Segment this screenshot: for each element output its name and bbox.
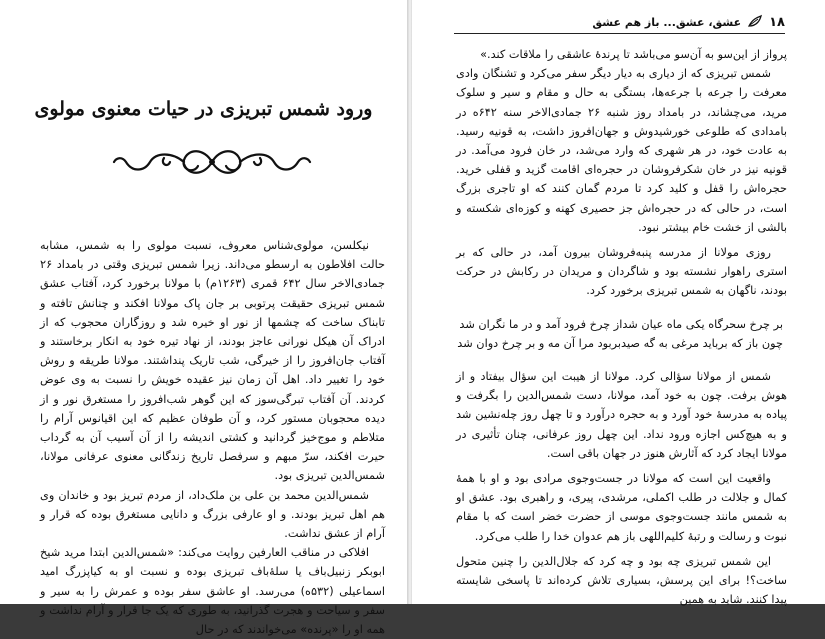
paragraph: این شمس تبریزی چه بود و چه کرد که جلال‌الدین را چنین متحول ساخت؟! برای این پرسش، بسیاری تلاش کرده‌اند تا پاسخی شایسته پیدا کنند. شاید به همین (456, 554, 787, 607)
left-page (0, 0, 408, 637)
leaf-ornament-icon (747, 14, 763, 30)
paragraph: شمس تبریزی که از دیاری به دیار دیگر سفر می‌کرد و تشنگان وادی معرفت را جرعه با جرعه‌ها، بستگی به حال و مقام و سیر و سلوک مرید، می‌چشاند، در بامداد روز شنبه ۲۶ جمادی‌الاخر سنه ۶۴۲ه در بامدادی که طلوعی خورشیدوش و جهان‌افروز داشت، به قونیه رسید. به عادت خود، در هر شهری که وارد می‌شد، در خان فرود می‌آمد. در قونیه نیز در خان شکرفروشان در حجره‌ای اقامت گزید و قفلی خرید. حجره‌اش را قفل و کلید کرد تا مردم گمان کنند که او تاجری بزرگ است، در حالی که در حجره‌اش جز حصیری کهنه و کوزه‌ای شکسته و بالشی از خشت خام بیشتر نبود. (456, 67, 788, 234)
running-head (454, 12, 785, 32)
paragraph: پرواز از این‌سو به آن‌سو می‌باشد تا پرندۀ عاشقی را ملاقات کند.» (480, 48, 787, 61)
hemistich-left: بربود مرا آن مه و بر چرخ دوان شد (457, 336, 622, 350)
hemistich-right: چون باز که بربايد مرغی به گه صید (621, 336, 783, 350)
hemistich-left: از چرخ فرود آمد و در ما نگران شد (459, 317, 623, 331)
page-number: ۱۸ (769, 14, 785, 30)
hemistich-right: بر چرخ سحرگاه یکی ماه عیان شد (622, 317, 783, 331)
paragraph: افلاکی در مناقب العارفین روایت می‌کند: «شمس‌الدین ابتدا مرید شیخ ابوبکر زنبیل‌باف یا سلۀباف تبریزی بوده و نسبت او به کیاپزرگ امید اسماعیلی (۵۳۲ه) می‌رسد. او عاشق سفر بوده و عمرش را به سیر و سفر و سیاحت و هجرت گذرانید، به طوری که یک جا قرار و آرام نداشت و همه او را «پرنده» می‌خواندند که در حال (40, 546, 385, 637)
poem (456, 315, 787, 353)
right-body-text (456, 45, 787, 609)
flourish-ornament-icon (112, 138, 312, 186)
running-title: عشق، عشق... باز هم عشق (592, 15, 742, 29)
poem-verse (457, 334, 783, 353)
paragraph: روزی مولانا از مدرسه پنبه‌فروشان بیرون آمد، در حالی که بر استری راهوار نشسته بود و شاگردان و مریدان در رکابش در حرکت بودند، ناگهان به شمس تبریزی برخورد کرد. (456, 246, 787, 298)
header-rule (454, 33, 785, 34)
chapter-title: ورود شمس تبریزی در حیات معنوی مولوی (34, 98, 373, 120)
left-body-text (40, 236, 385, 639)
paragraph: نیکلسن، مولوی‌شناس معروف، نسبت مولوی را به شمس، مشابه حالت افلاطون به ارسطو می‌داند. زیرا شمس تبریزی وقتی در بامداد ۲۶ جمادی‌الاخر سال ۶۴۲ قمری (۱۲۶۳م) با مولانا برخورد کرد، آفتاب عشق شمس تبریزی حقیقت پرتوبی بر جان پاک مولانا افکند و چنانش تافته و تابناک ساخت که چشمها از نور او خیره شد و روزگاران محجوب که از ادراک آن هیکل نورانی عاجز بودند، از نهاد تیره خود به انکار برخاستند و آفتاب جان‌افروز را از خیرگی، شب تاریک پنداشتند. مولانا طریقه و روش خود را تغییر داد. اهل آن زمان نیز عقیده خویش را نسبت به وی عوض کردند. آن آفتاب تبرگی‌سوز که این گوهر شب‌افروز را مستغرق نور و از دیده محجوبان مستور کرد، و آن طوفان عظیم که این اقیانوس آرام را متلاطم و موج‌خیز گردانید و کشتی اندیشه را از آن آسیب آن به گرداب حیرت افکند، سرّ مبهم و سرفصل تاریخ زندگانی معنوی عرفانی مولانا، شمس‌الدین تبریزی بود. (40, 239, 385, 483)
paragraph: شمس از مولانا سؤالی کرد. مولانا از هیبت این سؤال بیفتاد و از هوش برفت. چون به خود آمد، مولانا، دست شمس‌الدین را بگرفت و پیاده به مدرسۀ خود آورد و به حجره درآورد و تا چهل روز چله‌نشین شد و به هیچ‌کس اجازه ورود نداد. این چهل روز عرفانی، چنان تأثیری در مولانا ایجاد کرد که آثارش هنوز در جهان باقی است. (456, 370, 787, 460)
right-page (412, 0, 825, 607)
paragraph: شمس‌الدین محمد بن علی بن ملک‌داد، از مردم تبریز بود و خاندان وی هم اهل تبریز بودند. و او عارفی بزرگ و دانایی مستغرق بوده که قرار و آرام از عشق نداشت. (40, 488, 385, 541)
poem-verse (460, 315, 783, 334)
paragraph: واقعیت این است که مولانا در جست‌وجوی مرادی بود و او با همۀ کمال و جلالت در طلب اکملی، مرشدی، پیری، و راهبری بود. عشق او به شمس مانند جست‌وجوی موسی از حضرت خضر است که با مقام نبوت و رسالت و رتبۀ کلیم‌اللهی باز هم عدوان خدا را طلب می‌کرد. (456, 472, 787, 543)
